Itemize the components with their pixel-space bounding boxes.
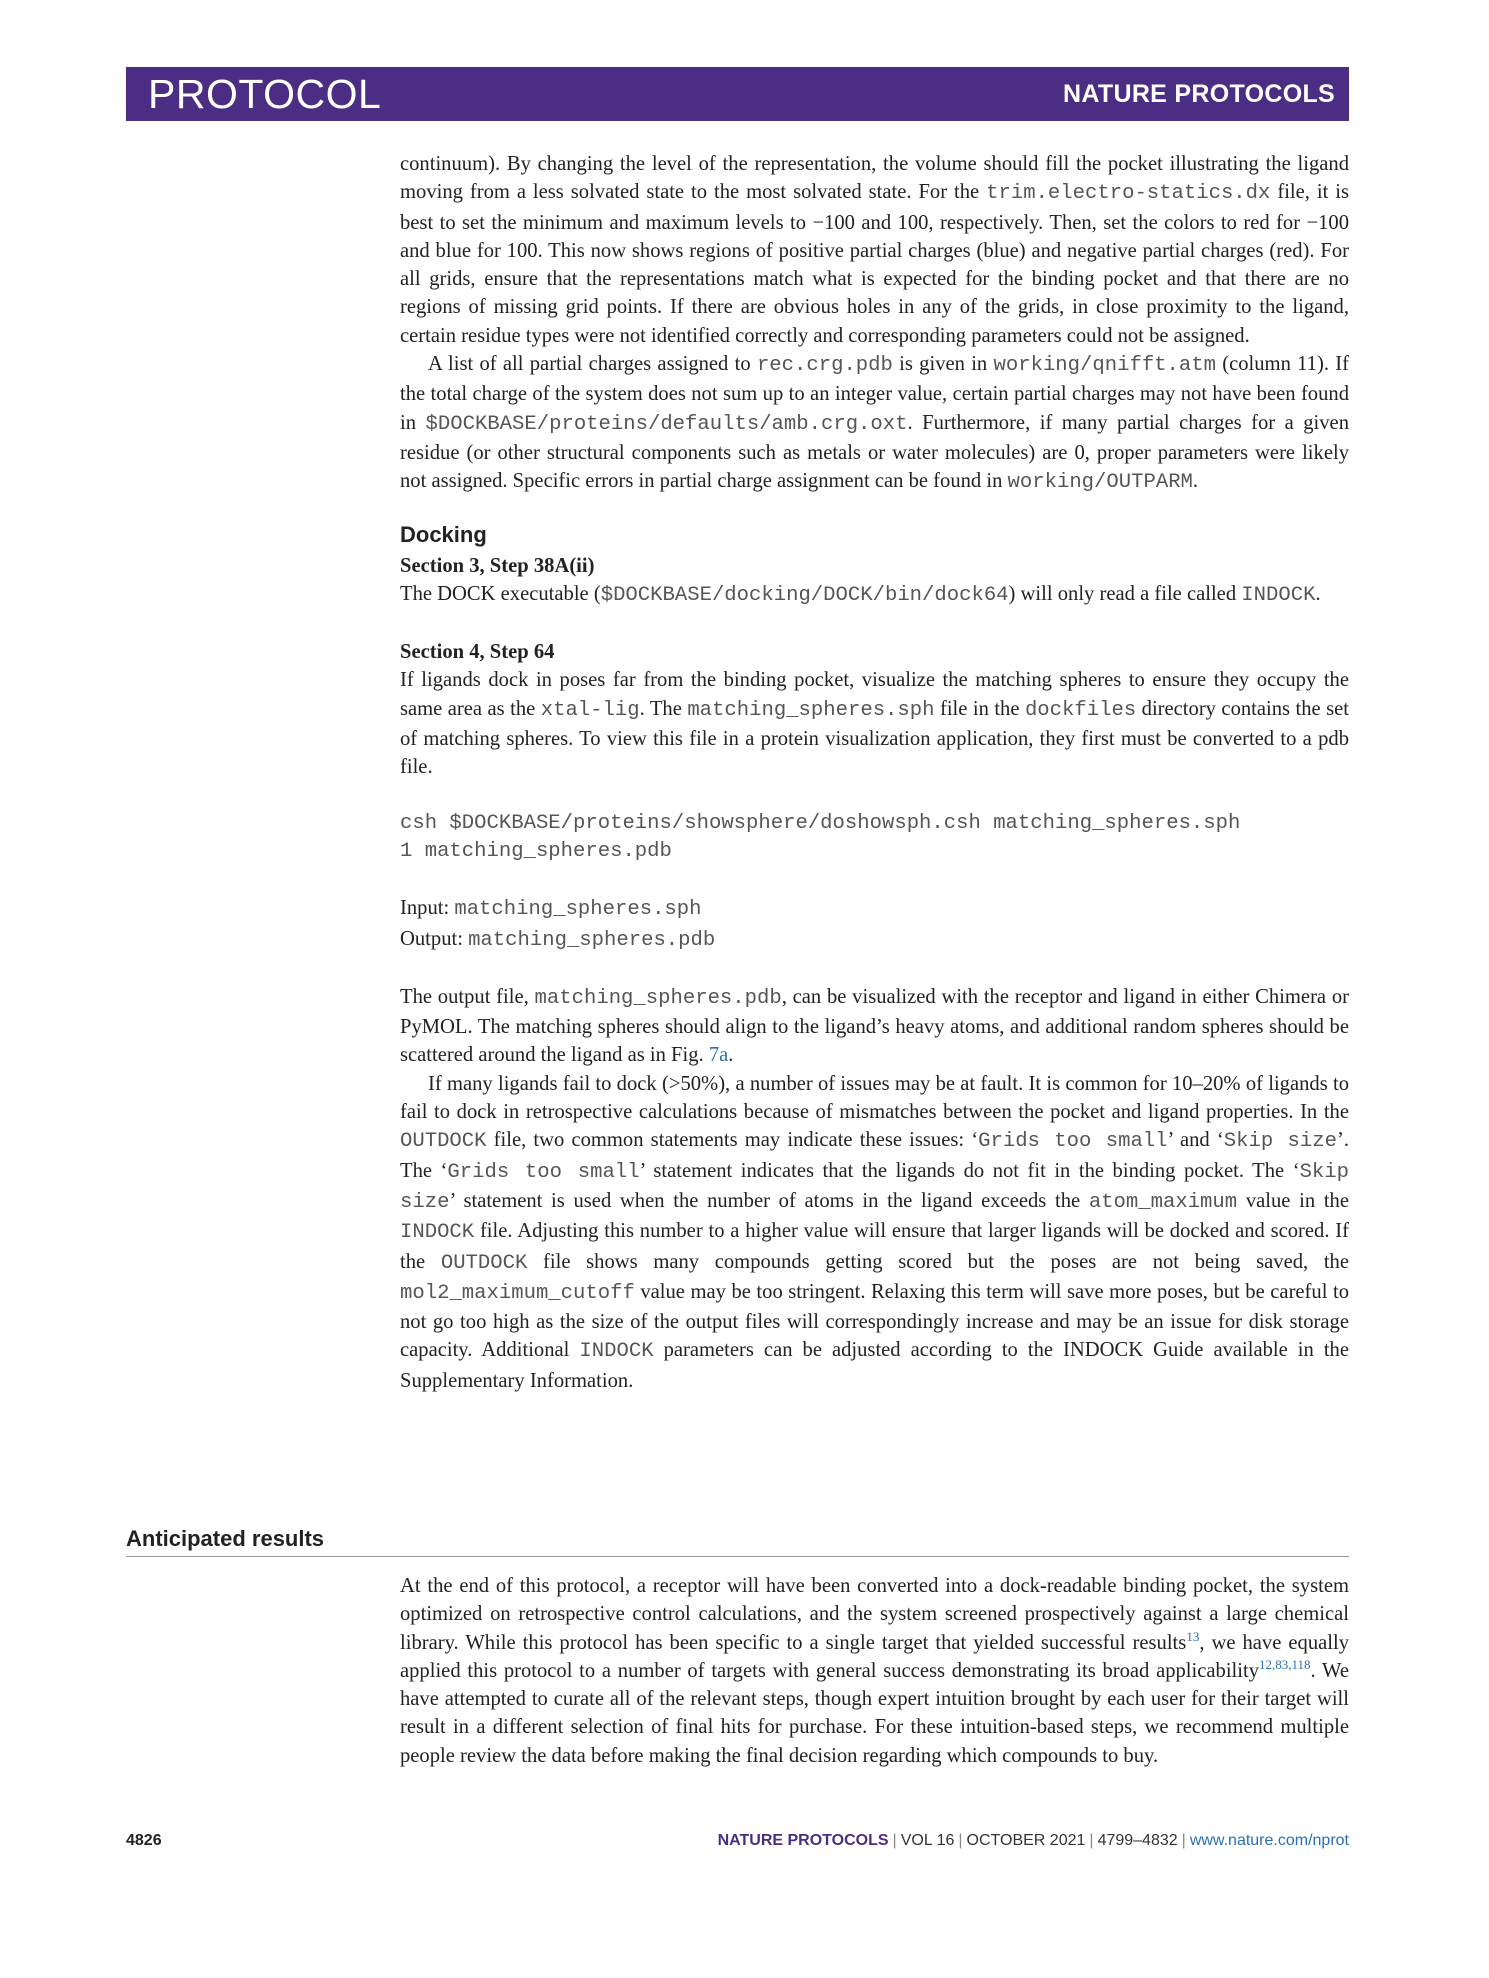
docking-heading: Docking [400, 521, 487, 547]
section3-heading: Section 3, Step 38A(ii) [400, 554, 595, 577]
journal-name-header: NATURE PROTOCOLS [1063, 80, 1335, 108]
footer-citation: NATURE PROTOCOLS | VOL 16 | OCTOBER 2021 | 4799–4832 | www.nature.com/nprot [717, 1832, 1349, 1849]
footer-url[interactable]: www.nature.com/nprot [1189, 1832, 1349, 1849]
page-number: 4826 [126, 1832, 162, 1849]
input-line: Input: matching_spheres.sph [400, 897, 702, 922]
anticipated-results-heading: Anticipated results [126, 1526, 325, 1551]
section-type-label: PROTOCOL [148, 71, 382, 117]
paragraph-partial-charges: A list of all partial charges assigned to rec.crg.pdb is given in working/qnifft.atm (column 11). If the total charge of the system does not sum up to an integer value, certain partial charges may not have been found in $DOCKBASE/proteins/defaults/amb.crg.oxt. Furthermore, if many partial charges for a given residue (or other structural components such as metals or water molecules) are 0, proper parameters were likely not assigned. Specific errors in partial charge assignment can be found in working/OUTPARM. [400, 353, 1349, 495]
command-line-1: csh $DOCKBASE/proteins/showsphere/doshowsph.csh matching_spheres.sph [400, 811, 1241, 835]
paragraph-grids: continuum). By changing the level of the representation, the volume should fill the pocket illustrating the ligand moving from a less solvated state to the most solvated state. For the trim.electro-statics.dx file, it is best to set the minimum and maximum levels to −100 and 100, respectively. Then, set the colors to red for −100 and blue for 100. This now shows regions of positive partial charges (blue) and negative partial charges (red). For all grids, ensure that the representations match what is expected for the binding pocket and that there are no regions of missing grid points. If there are obvious holes in any of the grids, in close proximity to the ligand, certain residue types were not identified correctly and corresponding parameters could not be assigned. [400, 153, 1349, 347]
command-block [400, 810, 1349, 867]
paragraph-output-file: The output file, matching_spheres.pdb, can be visualized with the receptor and ligand in either Chimera or PyMOL. The matching spheres should align to the ligand’s heavy atoms, and additional random spheres should be scattered around the ligand as in Fig. 7a. [400, 985, 1349, 1067]
body-column [400, 150, 1349, 1395]
section-divider [126, 1556, 1349, 1557]
section4-heading: Section 4, Step 64 [400, 641, 555, 664]
header-bar [126, 67, 1349, 121]
reference-13[interactable]: 13 [1186, 1628, 1200, 1644]
footer-date: OCTOBER 2021 [966, 1832, 1086, 1849]
anticipated-results-column [400, 1572, 1349, 1770]
footer-pages: 4799–4832 [1097, 1832, 1178, 1849]
reference-12-83-118[interactable]: 12,83,118 [1259, 1657, 1311, 1673]
paragraph-anticipated-results: At the end of this protocol, a receptor will have been converted into a dock-readable binding pocket, the system optimized on retrospective control calculations, and the system screened prospectively against a large chemical library. While this protocol has been specific to a single target that yielded successful results$^{13}$, we have equally applied this protocol to a number of targets with general success demonstrating its broad applicability$^{12,83,118}$. We have attempted to curate all of the relevant steps, though expert intuition brought by each user for their target will result in a different selection of final hits for purchase. For these intuition-based steps, we recommend multiple people review the data before making the final decision regarding which compounds to buy. [400, 1575, 1349, 1767]
footer-journal: NATURE PROTOCOLS [717, 1832, 889, 1849]
output-line: Output: matching_spheres.pdb [400, 927, 716, 952]
paragraph-fail-to-dock: If many ligands fail to dock (>50%), a number of issues may be at fault. It is common for 10–20% of ligands to fail to dock in retrospective calculations because of mismatches between the pocket and ligand properties. In the OUTDOCK file, two common statements may indicate these issues: ‘Grids too small’ and ‘Skip size’. The ‘Grids too small’ statement indicates that the ligands do not fit in the binding pocket. The ‘Skip size’ statement is used when the number of atoms in the ligand exceeds the atom_maximum value in the INDOCK file. Adjusting this number to a higher value will ensure that larger ligands will be docked and scored. If the OUTDOCK file shows many compounds getting scored but the poses are not being saved, the mol2_maximum_cutoff value may be too stringent. Relaxing this term will save more poses, but be careful to not go too high as the size of the output files will correspondingly increase and may be an issue for disk storage capacity. Additional INDOCK parameters can be adjusted according to the INDOCK Guide available in the Supplementary Information. [400, 1072, 1350, 1392]
paragraph-dock-executable: The DOCK executable ($DOCKBASE/docking/DOCK/bin/dock64) will only read a file called INDOCK. [400, 582, 1321, 607]
figure-link[interactable]: 7a [708, 1044, 729, 1067]
paragraph-matching-spheres: If ligands dock in poses far from the binding pocket, visualize the matching spheres to ensure they occupy the same area as the xtal-lig. The matching_spheres.sph file in the dockfiles directory contains the set of matching spheres. To view this file in a protein visualization application, they first must be converted to a pdb file. [400, 669, 1350, 779]
command-line-2: 1 matching_spheres.pdb [400, 839, 672, 863]
footer-volume: VOL 16 [900, 1832, 955, 1849]
